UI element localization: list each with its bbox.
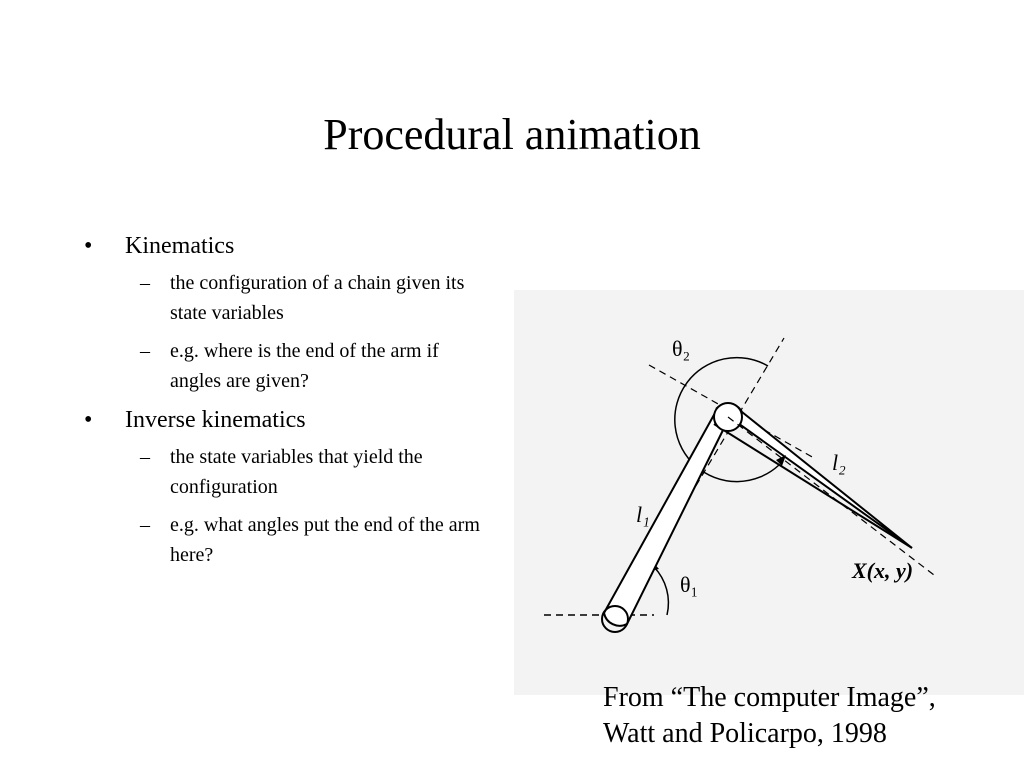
bullet-dot: • [84, 233, 93, 259]
link2-shape [717, 404, 912, 548]
sub-bullet [84, 268, 494, 328]
bullet-dot: • [84, 407, 93, 433]
sub-bullet [84, 442, 494, 502]
sub-bullet-dash: – [140, 340, 150, 362]
kinematics-diagram [514, 290, 1024, 695]
sub-bullet-text: the configuration of a chain given its state variables [170, 272, 465, 324]
endpoint-label: X(x, y) [852, 558, 914, 583]
sub-bullet [84, 510, 494, 570]
link2-axis-line [728, 417, 934, 575]
sub-bullet-dash: – [140, 514, 150, 536]
caption-line-2: Watt and Policarpo, 1998 [603, 718, 887, 749]
theta1-label: θ₁ [680, 572, 699, 597]
sub-bullet-text: e.g. where is the end of the arm if angles are given? [170, 340, 439, 392]
l1-label: l₁ [636, 502, 650, 527]
sub-bullet-text: e.g. what angles put the end of the arm here? [170, 514, 480, 566]
bullet-text: Inverse kinematics [125, 407, 306, 433]
bullet-list [84, 230, 494, 578]
caption-line-1: From “The computer Image”, [603, 682, 936, 713]
sub-bullet [84, 336, 494, 396]
sub-bullet-dash: – [140, 272, 150, 294]
link1-shape [604, 413, 728, 626]
theta2-label: θ₂ [672, 336, 691, 361]
slide-title: Procedural animation [323, 110, 701, 159]
bullet-inverse-kinematics [84, 404, 494, 436]
theta1-arc [654, 567, 668, 615]
bullet-text: Kinematics [125, 233, 235, 259]
sub-bullet-dash: – [140, 446, 150, 468]
bullet-kinematics [84, 230, 494, 262]
l2-label: l₂ [832, 450, 846, 475]
link2-lower-edge [714, 424, 912, 548]
sub-bullet-text: the state variables that yield the configuration [170, 446, 423, 498]
figure-caption [603, 680, 936, 752]
